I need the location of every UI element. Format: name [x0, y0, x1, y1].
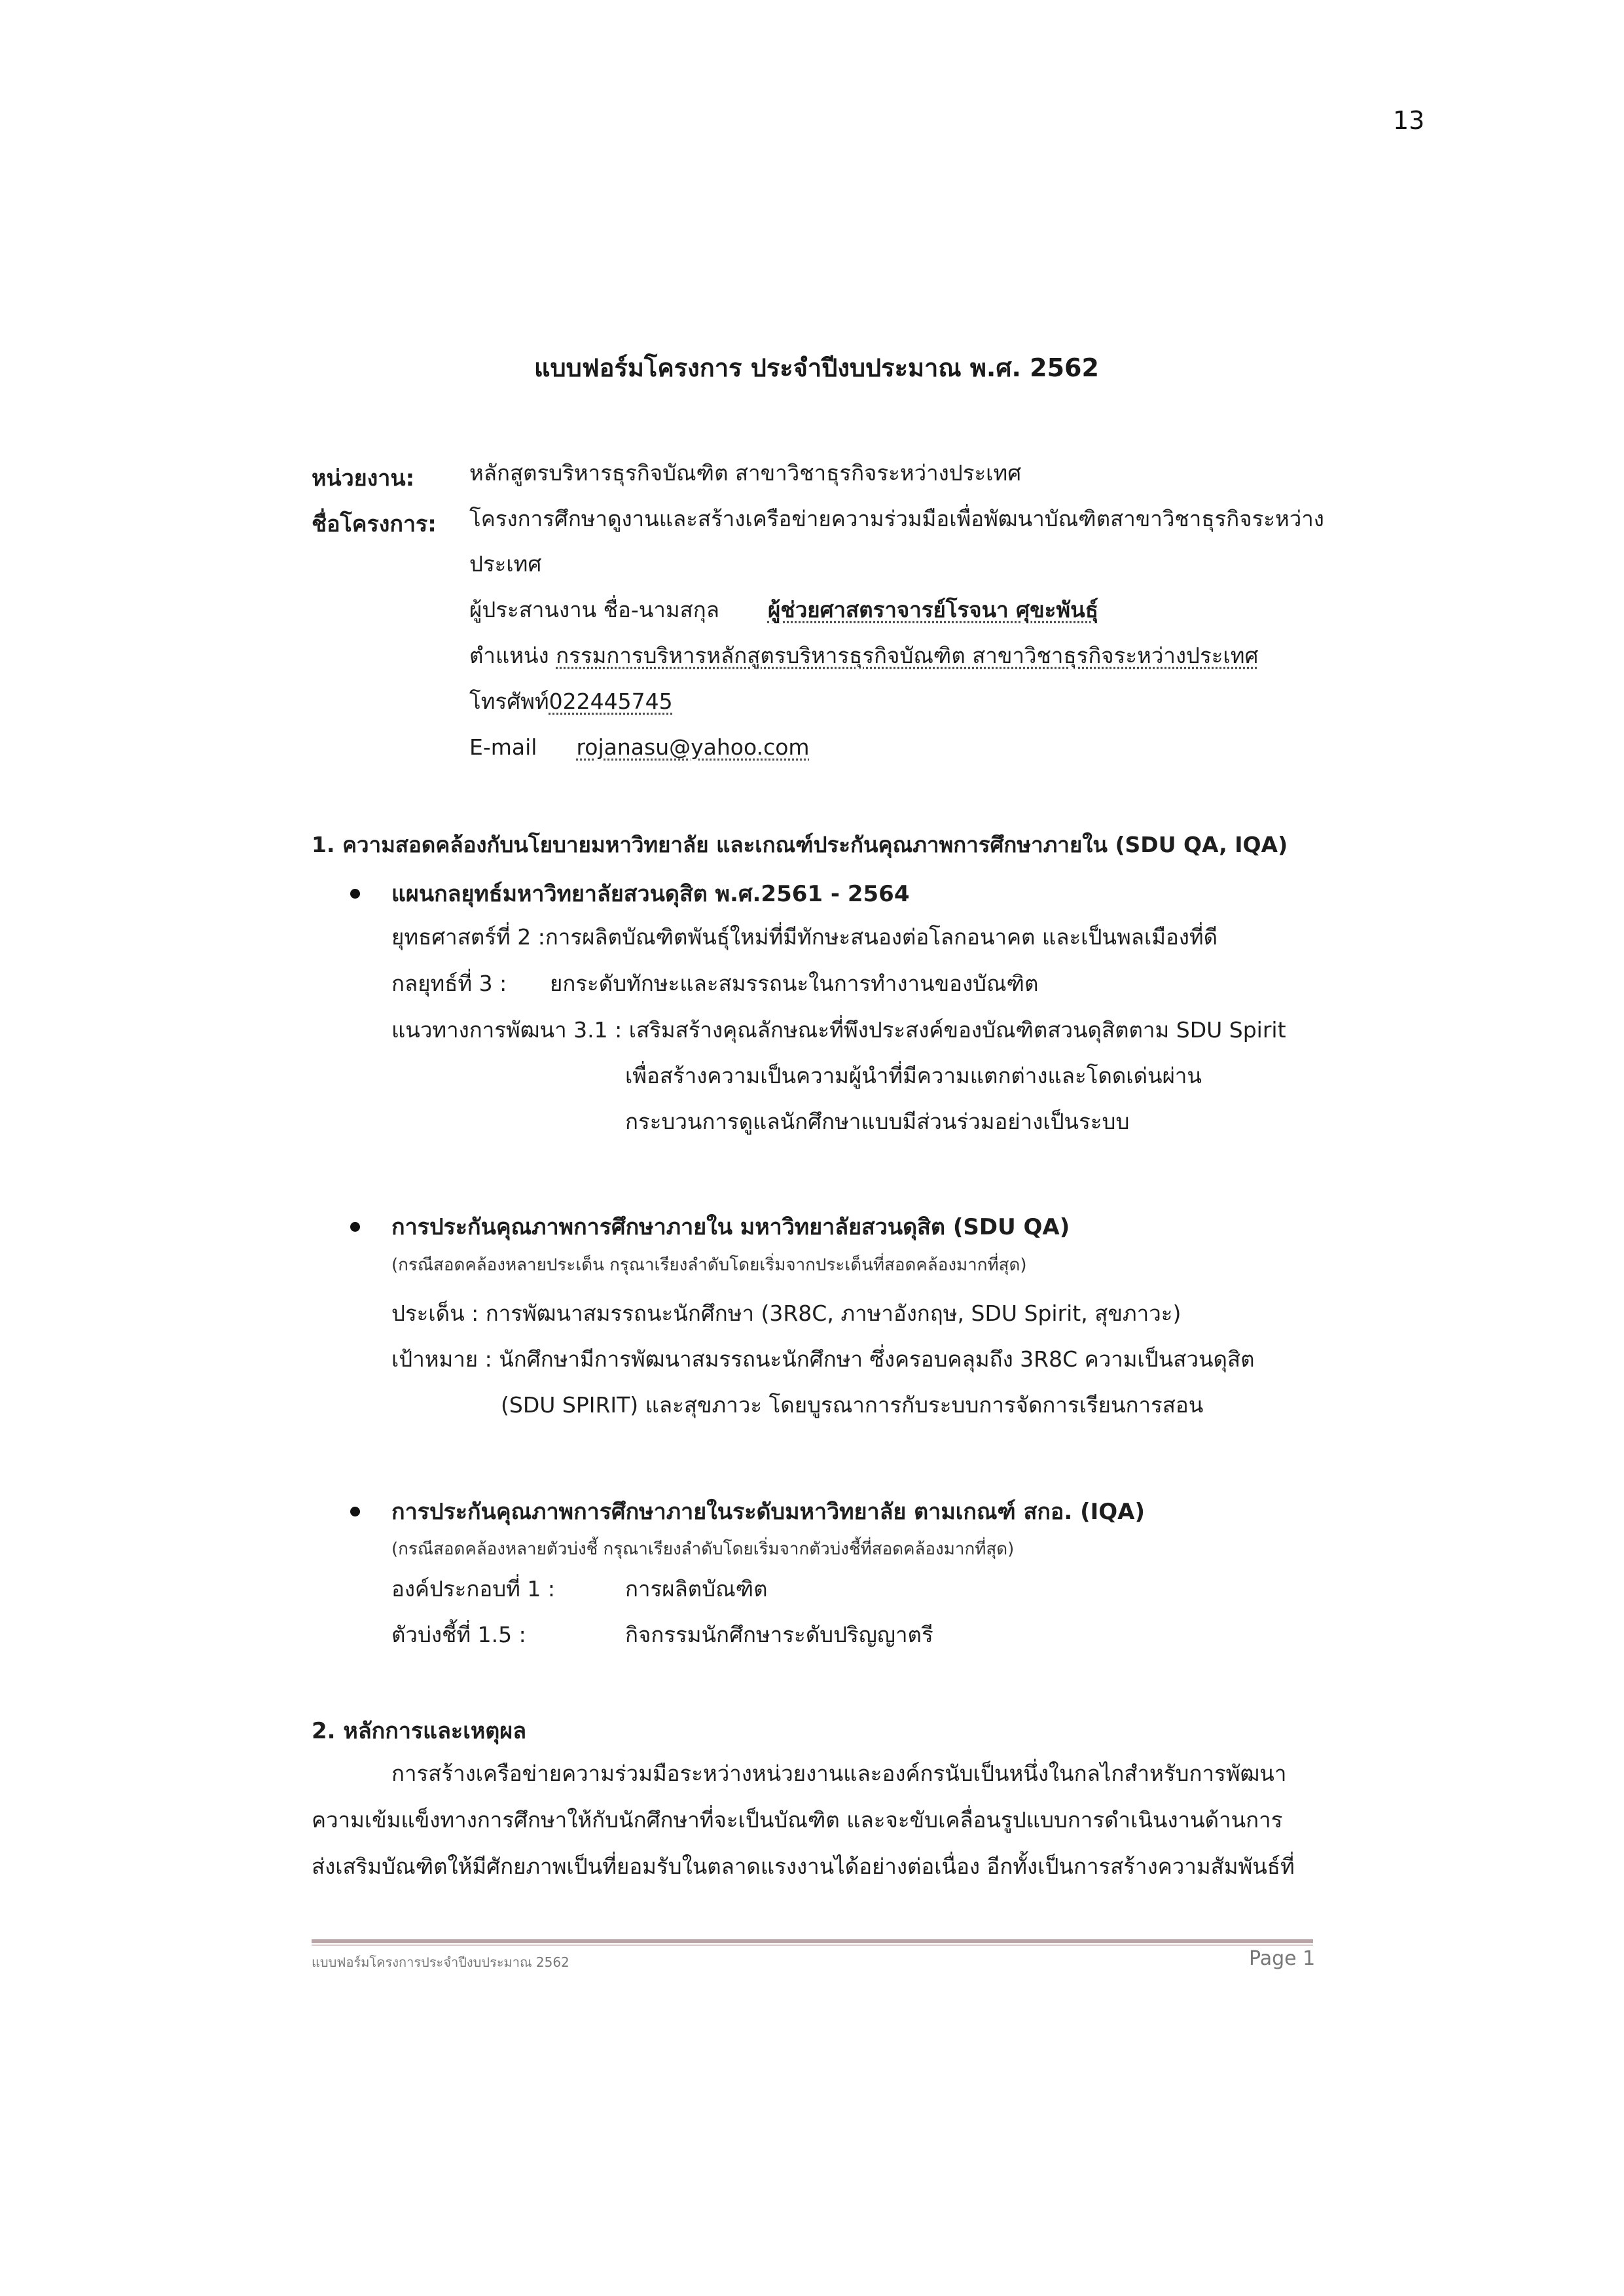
- bullet-dot: [350, 1222, 360, 1232]
- project-label: ชื่อโครงการ:: [312, 511, 437, 537]
- target-line2: (SDU SPIRIT) และสุขภาวะ โดยบูรณาการกับระบบการจัดการเรียนการสอน: [501, 1392, 1204, 1418]
- project-name-line2: ประเทศ: [469, 551, 542, 577]
- page-number: 13: [1393, 106, 1425, 135]
- phone-line: [469, 687, 673, 716]
- approach-line1: แนวทางการพัฒนา 3.1 : เสริมสร้างคุณลักษณะที่พึงประสงค์ของบัณฑิตสวนดุสิตตาม SDU Spirit: [391, 1017, 1286, 1043]
- coordinator-prefix: ผู้ประสานงาน ชื่อ-นามสกุล: [469, 597, 719, 622]
- sdu-qa-heading: การประกันคุณภาพการศึกษาภายใน มหาวิทยาลัยสวนดุสิต (SDU QA): [391, 1214, 1070, 1240]
- tactic-value: ยกระดับทักษะและสมรรถนะในการทำงานของบัณฑิต: [550, 971, 1039, 996]
- issue-line: ประเด็น : การพัฒนาสมรรถนะนักศึกษา (3R8C, ภาษาอังกฤษ, SDU Spirit, สุขภาวะ): [391, 1300, 1182, 1326]
- position-value: กรรมการบริหารหลักสูตรบริหารธุรกิจบัณฑิต สาขาวิชาธุรกิจระหว่างประเทศ: [556, 643, 1259, 668]
- section2-heading: 2. หลักการและเหตุผล: [312, 1718, 527, 1744]
- email-line: [469, 733, 810, 762]
- rationale-line3: ส่งเสริมบัณฑิตให้มีศักยภาพเป็นที่ยอมรับในตลาดแรงงานได้อย่างต่อเนื่อง อีกทั้งเป็นการสร้างความสัมพันธ์ที่: [312, 1854, 1295, 1879]
- form-title: แบบฟอร์มโครงการ ประจำปีงบประมาณ พ.ศ. 2562: [534, 353, 1099, 382]
- coordinator-line: [469, 596, 1098, 624]
- email-value: rojanasu@yahoo.com: [576, 734, 810, 760]
- position-line: [469, 641, 1258, 670]
- component-label: องค์ประกอบที่ 1 :: [391, 1576, 555, 1602]
- tactic-label: กลยุทธ์ที่ 3 :: [391, 971, 507, 996]
- indicator-label: ตัวบ่งชี้ที่ 1.5 :: [391, 1622, 526, 1647]
- position-prefix: ตำแหน่ง: [469, 643, 549, 668]
- unit-value: หลักสูตรบริหารธุรกิจบัณฑิต สาขาวิชาธุรกิจระหว่างประเทศ: [469, 460, 1022, 486]
- approach-line2: เพื่อสร้างความเป็นความผู้นำที่มีความแตกต่างและโดดเด่นผ่าน: [625, 1063, 1202, 1088]
- iqa-note: (กรณีสอดคล้องหลายตัวบ่งชี้ กรุณาเรียงลำดับโดยเริ่มจากตัวบ่งชี้ที่สอดคล้องมากที่สุด): [391, 1539, 1015, 1559]
- coordinator-name: ผู้ช่วยศาสตราจารย์โรจนา ศุขะพันธุ์: [767, 597, 1098, 622]
- approach-line3: กระบวนการดูแลนักศึกษาแบบมีส่วนร่วมอย่างเป็นระบบ: [625, 1109, 1130, 1134]
- rationale-line1: การสร้างเครือข่ายความร่วมมือระหว่างหน่วยงานและองค์กรนับเป็นหนึ่งในกลไกสำหรับการพัฒนา: [391, 1761, 1287, 1786]
- footer-page-label: Page 1: [1249, 1947, 1316, 1970]
- sdu-qa-note: (กรณีสอดคล้องหลายประเด็น กรุณาเรียงลำดับโดยเริ่มจากประเด็นที่สอดคล้องมากที่สุด): [391, 1255, 1027, 1275]
- section1-heading: 1. ความสอดคล้องกับนโยบายมหาวิทยาลัย และเกณฑ์ประกันคุณภาพการศึกษาภายใน (SDU QA, IQA): [312, 832, 1288, 857]
- phone-prefix: โทรศัพท์: [469, 689, 549, 714]
- rationale-line2: ความเข้มแข็งทางการศึกษาให้กับนักศึกษาที่จะเป็นบัณฑิต และจะขับเคลื่อนรูปแบบการดำเนินงานด้านการ: [312, 1807, 1283, 1833]
- bullet-dot: [350, 1507, 360, 1516]
- footer-left-text: แบบฟอร์มโครงการประจำปีงบประมาณ 2562: [312, 1954, 569, 1970]
- target-line1: เป้าหมาย : นักศึกษามีการพัฒนาสมรรถนะนักศึกษา ซึ่งครอบคลุมถึง 3R8C ความเป็นสวนดุสิต: [391, 1346, 1255, 1372]
- strategy-line: ยุทธศาสตร์ที่ 2 :การผลิตบัณฑิตพันธุ์ใหม่ที่มีทักษะสนองต่อโลกอนาคต และเป็นพลเมืองที่ดี: [391, 924, 1218, 950]
- footer-rule: [312, 1939, 1313, 1943]
- phone-value: 022445745: [549, 689, 673, 714]
- iqa-heading: การประกันคุณภาพการศึกษาภายในระดับมหาวิทยาลัย ตามเกณฑ์ สกอ. (IQA): [391, 1499, 1146, 1525]
- strategic-plan-heading: แผนกลยุทธ์มหาวิทยาลัยสวนดุสิต พ.ศ.2561 - 2564: [391, 881, 910, 907]
- email-prefix: E-mail: [469, 734, 537, 760]
- unit-label: หน่วยงาน:: [312, 465, 415, 492]
- bullet-dot: [350, 889, 360, 899]
- project-name-line1: โครงการศึกษาดูงานและสร้างเครือข่ายความร่วมมือเพื่อพัฒนาบัณฑิตสาขาวิชาธุรกิจระหว่าง: [469, 506, 1324, 531]
- component-value: การผลิตบัณฑิต: [625, 1576, 768, 1602]
- footer-rule-thin: [312, 1945, 1313, 1946]
- indicator-value: กิจกรรมนักศึกษาระดับปริญญาตรี: [625, 1622, 933, 1647]
